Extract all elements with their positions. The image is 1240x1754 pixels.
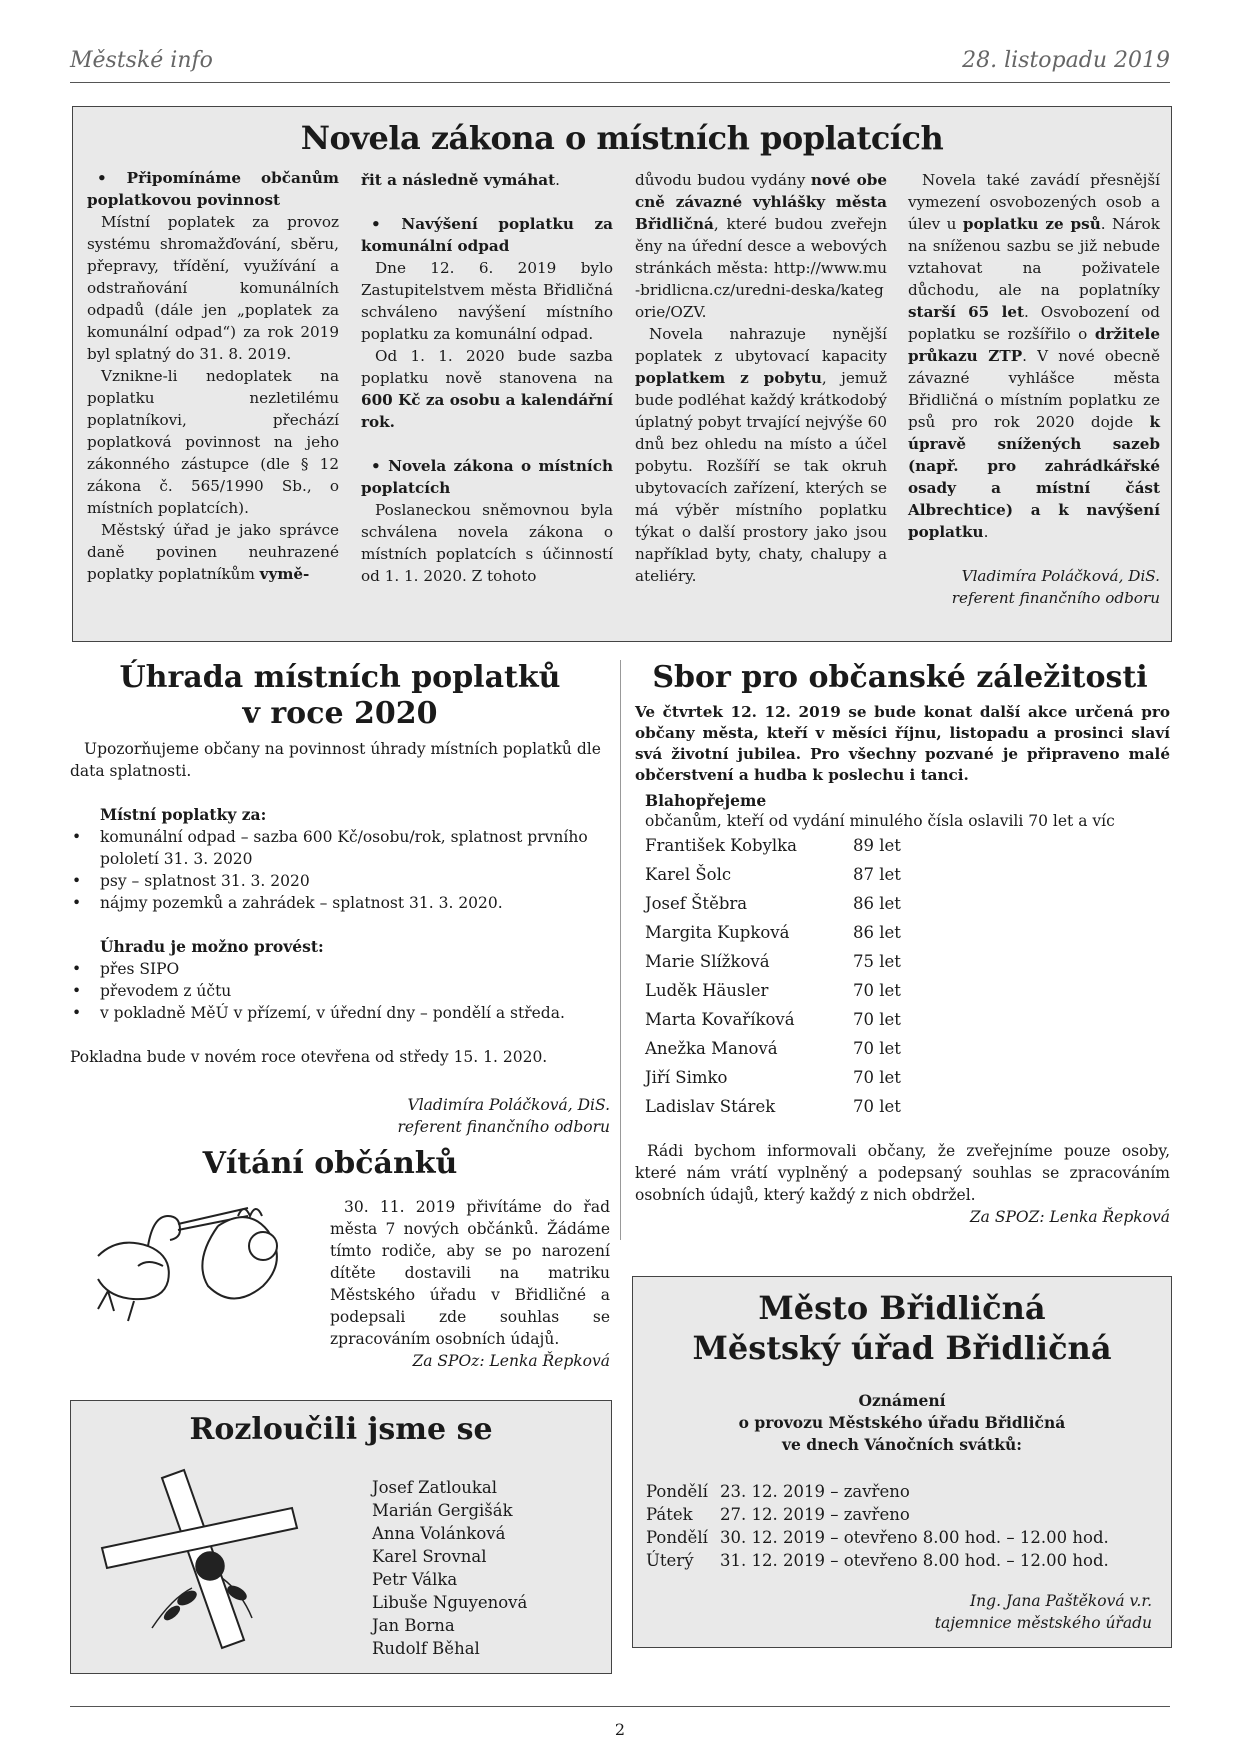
uhrada-fees-list (70, 826, 610, 914)
novela-signature-name: Vladimíra Poláčková, DiS. (961, 567, 1160, 585)
spoz-congrats-heading: Blahopřejeme (645, 791, 767, 810)
uhrada-payment-list (70, 958, 610, 1024)
page-number: 2 (614, 1720, 626, 1739)
office-schedule (646, 1480, 1109, 1572)
spoz-signature: Za SPOZ: Lenka Řepková (969, 1208, 1170, 1226)
uhrada-subheading-fees: Místní poplatky za: (100, 805, 267, 824)
list-item: Marián Gergišák (372, 1501, 513, 1520)
list-item: • psy – splatnost 31. 3. 2020 (70, 870, 610, 892)
uhrada-note: Pokladna bude v novém roce otevřena od středy 15. 1. 2020. (70, 1048, 548, 1066)
list-item: Petr Válka (372, 1570, 458, 1589)
office-title: Město Břidličná Městský úřad Břidličná (692, 1289, 1112, 1367)
spoz-title: Sbor pro občanské záležitosti (652, 660, 1148, 695)
table-row: Pondělí 23. 12. 2019 – zavřeno (646, 1482, 910, 1501)
spoz-outro-text: Rádi bychom informovali občany, že zveřejníme pouze osoby, které nám vrátí vyplněný a podepsaný souhlas se zpracováním osobních údajů, který každý z nich obdržel. (635, 1142, 1170, 1204)
list-item: Jan Borna (372, 1616, 455, 1635)
table-row: Anežka Manová 70 let (645, 1039, 901, 1058)
novela-column-3 (635, 169, 887, 587)
vitani-title: Vítání občánků (202, 1146, 458, 1181)
novela-heading-1: • Připomínáme občanům poplatkovou povinnost (87, 169, 339, 209)
novela-col3-p1: důvodu budou vydány nové obecně závazné vyhlášky města Břidličná, které budou zveřejněny na úřední desce a webových stránkách města: http://www.mu-bridlicna.cz/uredni-deska/kategorie/OZV. (635, 171, 887, 321)
novela-col3-p2: Novela nahrazuje nynější poplatek z ubytovací kapacity poplatkem z pobytu, jemuž bude podléhat každý krátkodobý úplatný pobyt trvající nejvýše 60 dnů bez ohledu na místo a účel pobytu. Rozšíří se tak okruh ubytovacích zařízení, kterých se má výběr místního poplatku týkat o další prostory jako jsou například byty, chaty, chalupy a ateliéry. (635, 325, 887, 585)
office-notice-heading: Oznámení o provozu Městského úřadu Břidličná ve dnech Vánočních svátků: (738, 1391, 1066, 1454)
table-row: Josef Štěbra 86 let (645, 894, 901, 913)
jubilants-table (645, 836, 945, 1126)
list-item: • převodem z účtu (70, 980, 610, 1002)
novela-col1-p3: Městský úřad je jako správce daně povinen neuhrazené poplatky poplatníkům vymě- (87, 521, 339, 583)
novela-column-2 (361, 169, 613, 587)
list-item: Josef Zatloukal (372, 1478, 498, 1497)
spoz-outro (635, 1140, 1170, 1228)
novela-title: Novela zákona o místních poplatcích (300, 119, 944, 157)
list-item: Karel Srovnal (372, 1547, 487, 1566)
table-row: Pátek 27. 12. 2019 – zavřeno (646, 1505, 910, 1524)
novela-column-1 (87, 167, 339, 585)
list-item: Libuše Nguyenová (372, 1593, 528, 1612)
novela-col2-p3: Poslaneckou sněmovnou byla schválena novela zákona o místních poplatcích s účinností od 1. 1. 2020. Z tohoto (361, 501, 613, 585)
novela-column-4 (908, 169, 1160, 609)
uhrada-body (70, 738, 610, 1068)
novela-heading-2: • Navýšení poplatku za komunální odpad (361, 215, 613, 255)
header-section-title: Městské info (70, 48, 213, 73)
table-row: Ladislav Stárek 70 let (645, 1097, 901, 1116)
novela-col2-cont: řit a následně vymáhat. (361, 171, 560, 189)
footer-rule (70, 1706, 1170, 1707)
table-row: Marta Kovaříková 70 let (645, 1010, 901, 1029)
novela-col1-p1: Místní poplatek za provoz systému shromažďování, sběru, přepravy, třídění, využívání a odstraňování komunálních odpadů (dále jen „poplatek za komunální odpad“) za rok 2019 byl splatný do 31. 8. 2019. (87, 213, 339, 363)
list-item: • v pokladně MěÚ v přízemí, v úřední dny – pondělí a středa. (70, 1002, 610, 1024)
table-row: Pondělí 30. 12. 2019 – otevřeno 8.00 hod. – 12.00 hod. (646, 1528, 1109, 1547)
vitani-signature: Za SPOz: Lenka Řepková (412, 1352, 610, 1370)
uhrada-subheading-payment: Úhradu je možno provést: (100, 937, 324, 956)
novela-col2-p2: Od 1. 1. 2020 bude sazba poplatku nově stanovena na 600 Kč za osobu a kalendářní rok. (361, 347, 613, 431)
column-divider (620, 660, 621, 1240)
header-date: 28. listopadu 2019 (962, 48, 1170, 73)
rozloucili-names (372, 1476, 592, 1660)
spoz-congrats-text: občanům, kteří od vydání minulého čísla oslavili 70 let a víc (645, 812, 1115, 830)
novela-signature-role: referent finančního odboru (951, 589, 1160, 607)
rozloucili-title: Rozloučili jsme se (189, 1412, 493, 1447)
novela-col1-p2: Vznikne-li nedoplatek na poplatku nezletilému poplatníkovi, přechází poplatková povinnost na jeho zákonného zástupce (dle § 12 zákona č. 565/1990 Sb., o místních poplatcích). (87, 367, 339, 517)
list-item: Rudolf Běhal (372, 1639, 480, 1658)
office-signature: Ing. Jana Paštěková v.r. tajemnice městského úřadu (934, 1592, 1152, 1632)
list-item: • přes SIPO (70, 958, 610, 980)
stork-illustration (78, 1196, 298, 1326)
table-row: František Kobylka 89 let (645, 836, 901, 855)
table-row: Úterý 31. 12. 2019 – otevřeno 8.00 hod. – 12.00 hod. (646, 1551, 1109, 1570)
novela-article-box (72, 106, 1172, 642)
header-rule (70, 82, 1170, 83)
table-row: Marie Slížková 75 let (645, 952, 901, 971)
uhrada-signature: Vladimíra Poláčková, DiS. referent finančního odboru (397, 1096, 610, 1136)
novela-col2-p1: Dne 12. 6. 2019 bylo Zastupitelstvem města Břidličná schváleno navýšení místního poplatku za komunální odpad. (361, 259, 613, 343)
spoz-congrats (645, 790, 1170, 832)
spoz-intro: Ve čtvrtek 12. 12. 2019 se bude konat další akce určená pro občany města, kteří v měsíci říjnu, listopadu a prosinci slaví svá životní jubilea. Pro všechny pozvané je připraveno malé občerstvení a hudba k poslechu i tanci. (635, 703, 1170, 784)
list-item: • komunální odpad – sazba 600 Kč/osobu/rok, splatnost prvního pololetí 31. 3. 2020 (70, 826, 610, 870)
table-row: Margita Kupková 86 let (645, 923, 901, 942)
vitani-text: 30. 11. 2019 přivítáme do řad města 7 nových občánků. Žádáme tímto rodiče, aby se po narození dítěte dostavili na matriku Městského úřadu v Břidličné a podepsali zde souhlas se zpracováním osobních údajů. (330, 1198, 610, 1348)
vitani-body (330, 1196, 610, 1372)
table-row: Luděk Häusler 70 let (645, 981, 901, 1000)
cross-illustration (92, 1458, 312, 1658)
novela-col4-p1: Novela také zavádí přesnější vymezení osvobozených osob a úlev u poplatku ze psů. Nárok na sníženou sazbu se již nebude vztahovat na poživatele důchodu, ale na poplatníky starší 65 let. Osvobození od poplatku se rozšířilo o držitele průkazu ZTP. V nové obecně závazné vyhlášce města Břidličná o místním poplatku ze psů pro rok 2020 dojde k úpravě snížených sazeb (např. pro zahrádkářské osady a místní část Albrechtice) a k navýšení poplatku. (908, 171, 1161, 541)
novela-heading-3: • Novela zákona o místních poplatcích (361, 457, 613, 497)
table-row: Jiří Simko 70 let (645, 1068, 901, 1087)
list-item: • nájmy pozemků a zahrádek – splatnost 31. 3. 2020. (70, 892, 610, 914)
list-item: Anna Volánková (372, 1524, 506, 1543)
table-row: Karel Šolc 87 let (645, 865, 901, 884)
uhrada-lead: Upozorňujeme občany na povinnost úhrady místních poplatků dle data splatnosti. (70, 740, 601, 780)
uhrada-title: Úhrada místních poplatků v roce 2020 (119, 660, 561, 731)
